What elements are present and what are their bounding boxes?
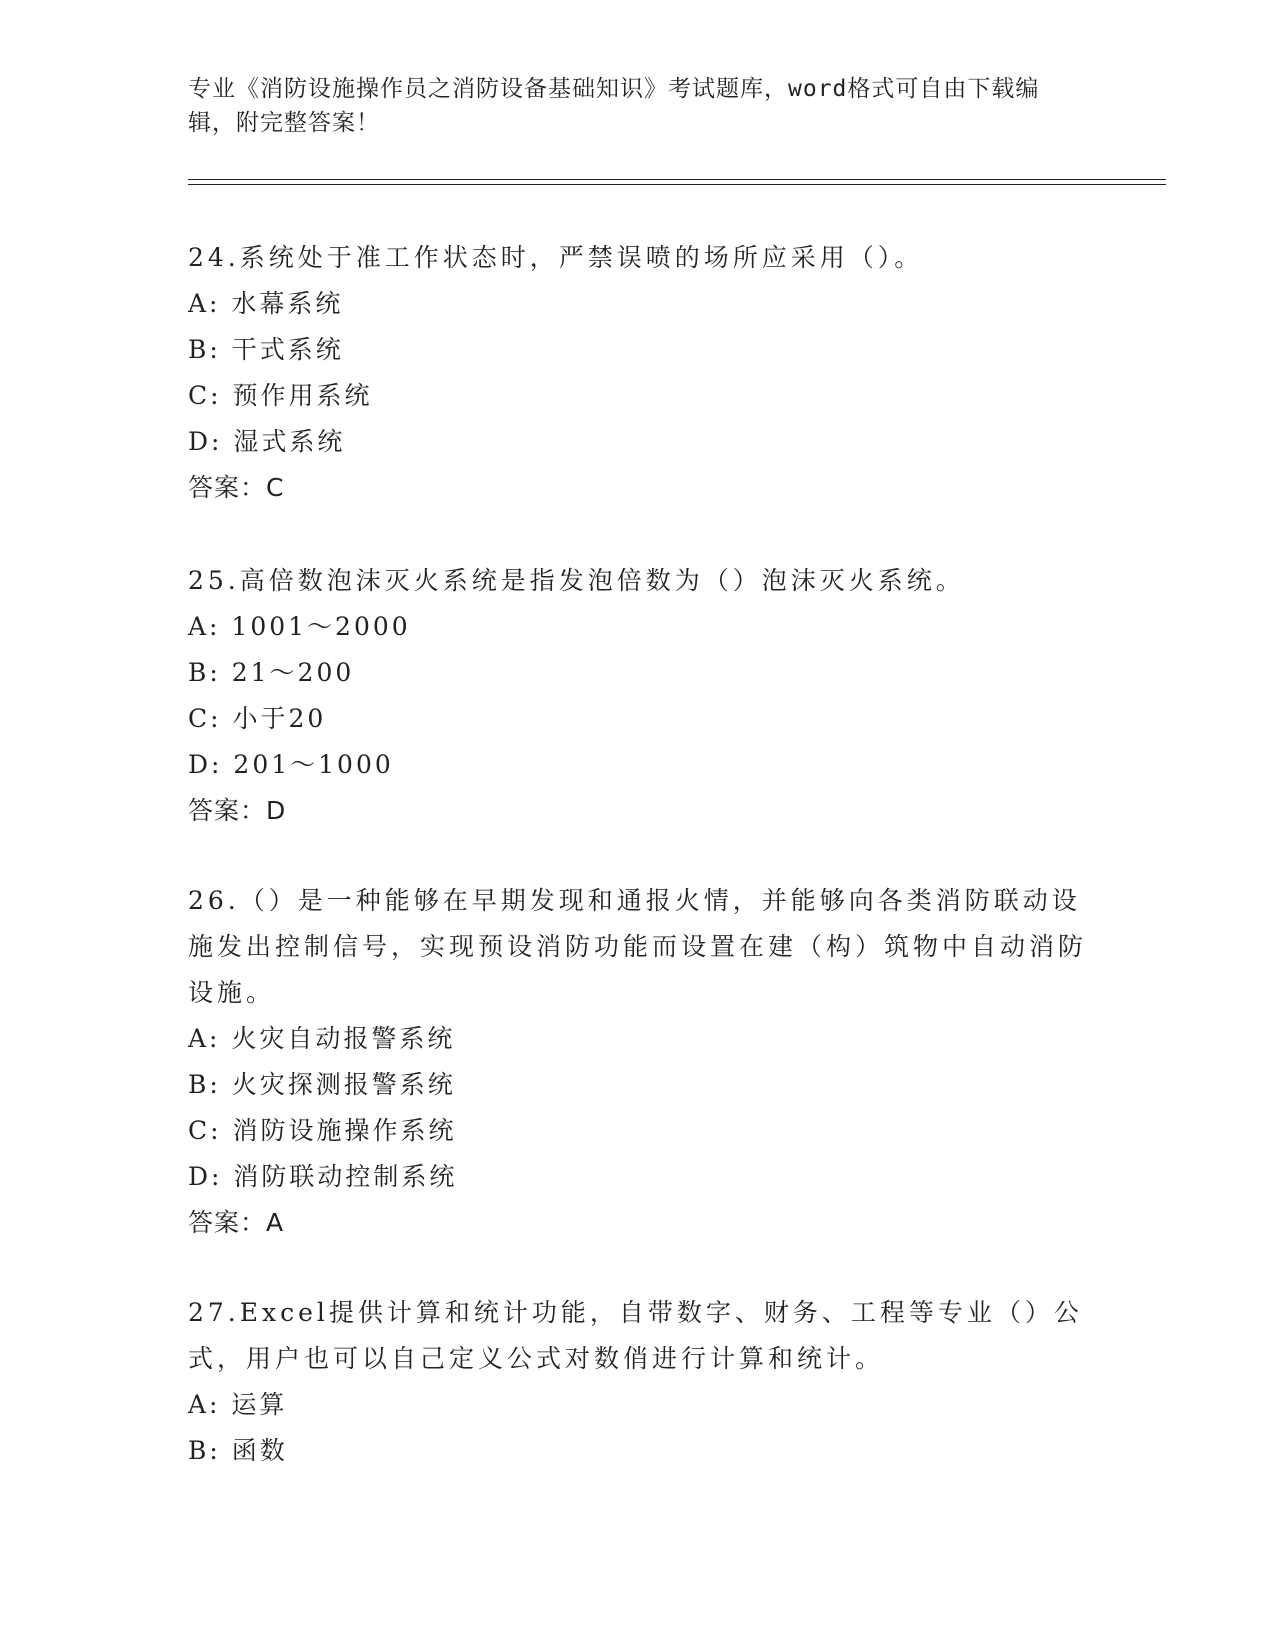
answer: 答案：A: [188, 1208, 285, 1237]
option-d: D: 湿式系统: [188, 427, 346, 456]
option-b: B: 火灾探测报警系统: [188, 1070, 456, 1099]
option-b: B: 函数: [188, 1436, 288, 1465]
header-divider-top: [188, 179, 1166, 180]
option-c: C: 消防设施操作系统: [188, 1116, 457, 1145]
option-c: C: 小于20: [188, 704, 327, 733]
answer: 答案：D: [188, 796, 287, 825]
option-c: C: 预作用系统: [188, 381, 373, 410]
header-divider-bottom: [188, 184, 1166, 185]
question-stem: 24.系统处于准工作状态时，严禁误喷的场所应采用（）。: [188, 243, 924, 272]
option-b: B: 21～200: [188, 658, 355, 687]
option-a: A: 火灾自动报警系统: [188, 1024, 456, 1053]
question-stem: 27.Excel提供计算和统计功能，自带数字、财务、工程等专业（）公式，用户也可以自己定义公式对数俏进行计算和统计。: [188, 1298, 1083, 1373]
question-24: [188, 235, 1088, 511]
answer: 答案：C: [188, 473, 285, 502]
option-a: A: 1001～2000: [188, 612, 411, 641]
option-a: A: 运算: [188, 1390, 288, 1419]
option-d: D: 201～1000: [188, 750, 394, 779]
question-stem: 25.高倍数泡沫灭火系统是指发泡倍数为（）泡沫灭火系统。: [188, 566, 965, 595]
option-a: A: 水幕系统: [188, 289, 344, 318]
header-text: 专业《消防设施操作员之消防设备基础知识》考试题库，word格式可自由下载编辑，附完整答案！: [188, 76, 1040, 136]
question-25: [188, 558, 1088, 834]
option-b: B: 干式系统: [188, 335, 344, 364]
question-27: [188, 1290, 1088, 1474]
document-header: [188, 72, 1068, 140]
option-d: D: 消防联动控制系统: [188, 1162, 458, 1191]
question-stem: 26.（）是一种能够在早期发现和通报火情，并能够向各类消防联动设施发出控制信号，实现预设消防功能而设置在建（构）筑物中自动消防设施。: [188, 886, 1088, 1007]
question-26: [188, 878, 1088, 1246]
